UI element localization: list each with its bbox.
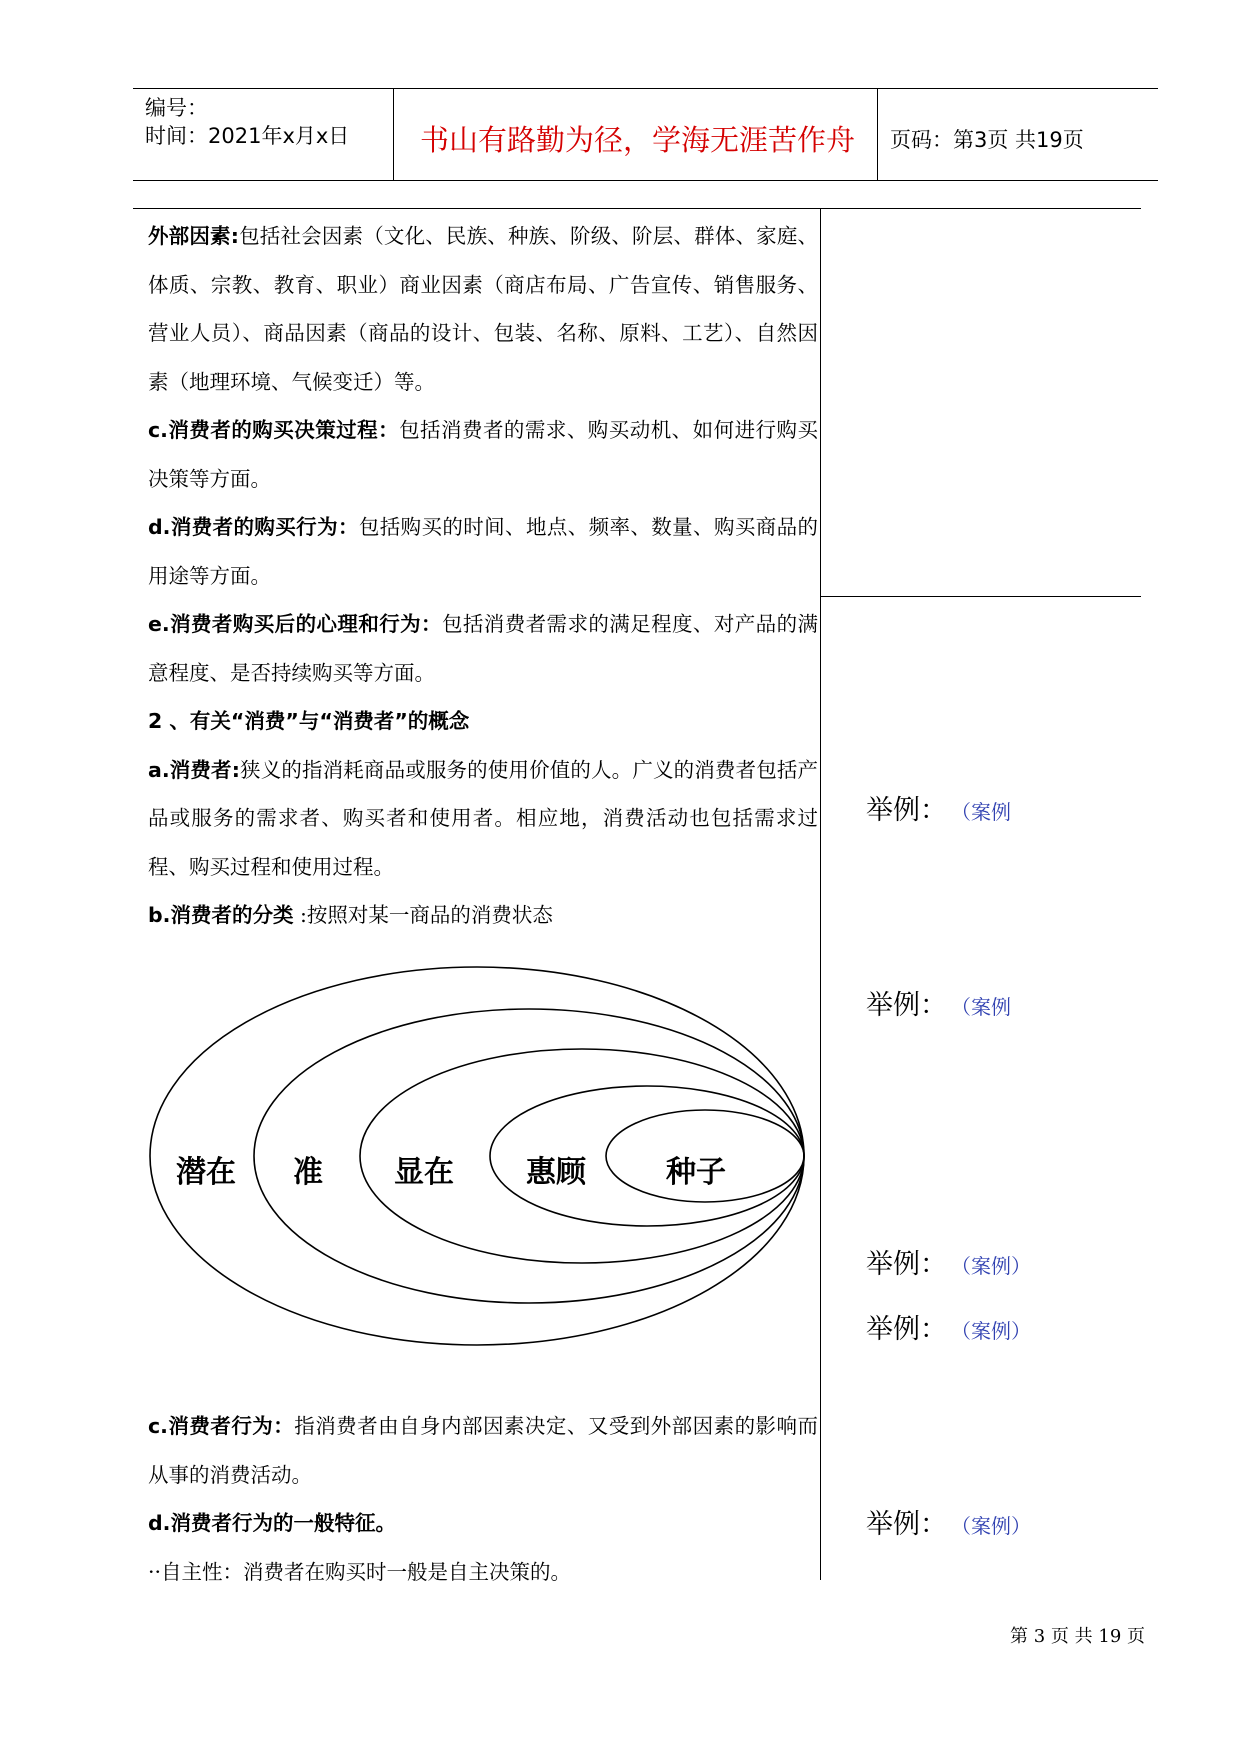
example-label: 举例： [866,1509,947,1540]
paragraph-title: a.消费者: [148,757,240,782]
paragraph-title: e.消费者购买后的心理和行为： [148,612,442,636]
paragraph-text: ··自主性：消费者在购买时一般是自主决策的。 [148,1559,572,1584]
header-top-rule [133,88,1158,89]
paragraph-external-factors [148,212,818,406]
paragraph-consumer-behavior [148,1402,818,1499]
label-visible: 显在 [394,1155,454,1190]
paragraph-title: 外部因素: [148,224,239,248]
case-link: （案例 [961,800,1011,824]
time-label: 时间：2021年x月x日 [145,124,350,148]
label-latent: 潜在 [176,1155,236,1190]
example-note-4 [866,1307,1031,1346]
paragraph-text: 包括消费者需求的满足程度、对产品的满意程度、是否持续购买等方面。 [148,612,819,685]
example-note-2 [866,983,1011,1022]
paragraph-title: c.消费者的购买决策过程： [148,418,400,442]
body-text-bottom [148,1402,818,1596]
label-quasi: 准 [293,1155,323,1190]
right-column-rule [820,596,1141,597]
header-bottom-rule [133,180,1158,181]
label-seed: 种子 [666,1155,726,1190]
paragraph-title: d.消费者行为的一般特征。 [148,1511,396,1535]
label-patron: 惠顾 [526,1155,586,1190]
paragraph-purchase-behavior [148,503,818,600]
header-divider-right [877,88,878,180]
paragraph-consumer-classification [148,891,818,940]
example-label: 举例： [866,1314,947,1345]
paragraph-behavior-features [148,1499,818,1548]
case-link: （案例） [961,1254,1031,1278]
example-label: 举例： [866,990,947,1021]
consumer-type-diagram [140,960,820,1350]
paragraph-consumer-definition [148,746,818,892]
content-column-divider [820,208,821,1580]
example-note-1 [866,788,1011,827]
paragraph-text: 指消费者由自身内部因素决定、又受到外部因素的影响而从事的消费活动。 [148,1414,818,1487]
case-link: （案例） [961,1319,1031,1343]
paragraph-title: d.消费者的购买行为： [148,515,359,539]
paragraph-title: b.消费者的分类 [148,903,294,927]
page-footer: 第 3 页 共 19 页 [1010,1626,1145,1647]
paragraph-text: :按照对某一商品的消费状态 [293,903,553,927]
motto: 书山有路勤为径，学海无涯苦作舟 [419,123,855,157]
paragraph-autonomy [148,1548,818,1597]
example-label: 举例： [866,1249,947,1280]
paragraph-title: c.消费者行为： [148,1414,295,1438]
case-link: （案例） [961,1514,1031,1538]
example-note-5 [866,1502,1031,1541]
header-divider-left [393,88,394,180]
case-link: （案例 [961,995,1011,1019]
body-text-top [148,212,818,940]
section-heading: 2 、有关“消费”与“消费者”的概念 [148,709,470,733]
paragraph-post-purchase [148,600,818,697]
code-label: 编号： [145,96,208,120]
paragraph-text: 包括购买的时间、地点、频率、数量、购买商品的用途等方面。 [148,515,818,588]
example-label: 举例： [866,795,947,826]
paragraph-decision-process [148,406,818,503]
page-code: 页码：第3页 共19页 [890,128,1084,152]
content-top-rule [133,208,1141,209]
paragraph-text: 包括消费者的需求、购买动机、如何进行购买决策等方面。 [148,418,818,491]
section-heading-concepts [148,697,818,746]
paragraph-text: 狭义的指消耗商品或服务的使用价值的人。广义的消费者包括产品或服务的需求者、购买者和使用者。相应地，消费活动也包括需求过程、购买过程和使用过程。 [148,757,818,879]
example-note-3 [866,1242,1031,1281]
paragraph-text: 包括社会因素（文化、民族、种族、阶级、阶层、群体、家庭、体质、宗教、教育、职业）商业因素（商店布局、广告宣传、销售服务、营业人员）、商品因素（商品的设计、包装、名称、原料、工艺）、自然因素（地理环境、气候变迁）等。 [148,224,819,394]
